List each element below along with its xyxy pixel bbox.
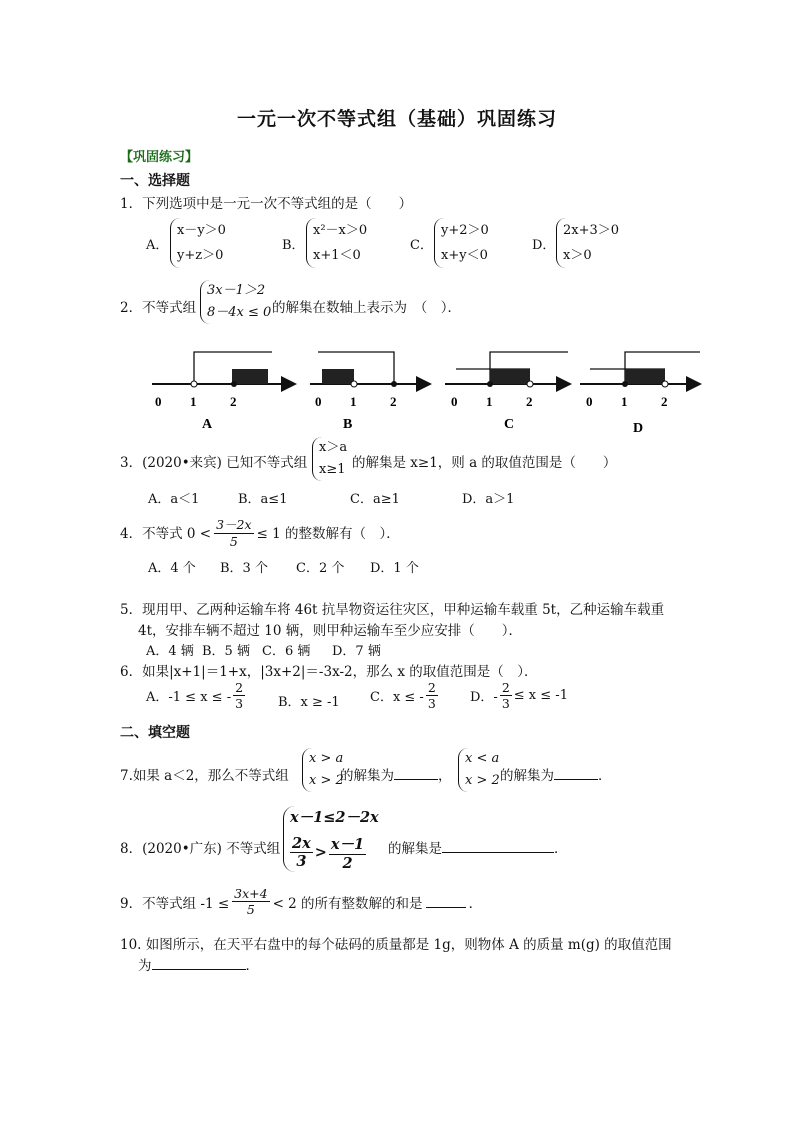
q9-num: 3x+4 (234, 886, 268, 901)
a-tick-1: 1 (190, 394, 197, 409)
d-tick-1: 1 (621, 394, 628, 409)
q8-line2: $\frac{2x}{3}$ > $\frac{x-1}{2}$ (292, 835, 365, 872)
q1-c-line1: y+2＞0 (441, 223, 489, 238)
q8-frac1-num: 2x (292, 835, 311, 852)
q2-line1: 3x－1＞2 (207, 283, 266, 298)
q1-option-c-label: C． (410, 238, 433, 253)
q1-option-c-system (434, 218, 489, 268)
q5-option-d: D．7 辆 (332, 644, 381, 659)
q7-system-2 (458, 748, 500, 792)
q3-option-d: D．a＞1 (462, 492, 515, 507)
q4-pre: 4．不等式 0 < (120, 526, 212, 542)
c-tick-2: 2 (526, 394, 533, 409)
q1-option-d-label: D． (532, 238, 556, 253)
section-tag: 【巩固练习】 (120, 150, 199, 165)
number-line-b (310, 352, 430, 432)
q1-a-line1: x－y＞0 (177, 223, 226, 238)
q3-option-b: B．a≤1 (238, 492, 288, 507)
label-a: A (202, 417, 213, 432)
d-tick-0: 0 (586, 394, 593, 409)
q9-blank[interactable] (426, 896, 466, 908)
q6-d-fraction (500, 680, 512, 711)
page-title: 一元一次不等式组（基础）巩固练习 (236, 108, 557, 130)
q6-c-fraction (426, 680, 438, 711)
q8-frac2 (329, 833, 366, 872)
q3-stem-pre: 3．(2020•来宾) 已知不等式组 (120, 455, 308, 471)
q7-s2-line2: x > 2 (465, 773, 500, 788)
b-tick-1: 1 (350, 394, 357, 409)
q9-pre: 9．不等式组 -1 ≤ (120, 895, 230, 912)
q8-post-text: 的解集是 (388, 841, 442, 857)
q1-option-a-system (170, 218, 226, 268)
q6-option-b: B．x ≥ -1 (278, 695, 340, 710)
q6-option-c (370, 680, 438, 711)
q6-option-d (470, 680, 568, 711)
label-d: D (633, 421, 644, 436)
q5-option-c: C．6 辆 (262, 644, 311, 659)
q8-pre: 8．(2020•广东) 不等式组 (120, 841, 281, 857)
q1-b-line2: x+1＜0 (313, 248, 361, 263)
q7-system-1 (302, 748, 344, 792)
section-fill-heading: 二、填空题 (120, 725, 190, 741)
q6-c-text: C．x ≤ - (370, 690, 424, 705)
q1-a-line2: y+z＞0 (177, 248, 224, 263)
q4-option-b: B．3 个 (220, 561, 268, 576)
q2-number-lines (140, 340, 705, 440)
q6-c-num: 2 (427, 680, 436, 695)
q6-stem: 6．如果|x+1|＝1+x，|3x+2|＝-3x-2，那么 x 的取值范围是（ ）． (120, 664, 538, 680)
q5-line1: 5．现用甲、乙两种运输车将 46t 抗旱物资运往灾区，甲种运输车载重 5t，乙种运输车载重 (120, 602, 665, 618)
q9-post: < 2 的所有整数解的和是 (272, 895, 423, 912)
q7-s2-line1: x < a (465, 751, 500, 766)
q4-stem (120, 515, 400, 549)
d-tick-2: 2 (661, 394, 668, 409)
q8-frac2-den: 2 (342, 855, 353, 872)
q10-blank[interactable] (152, 958, 246, 970)
q4-option-d: D．1 个 (370, 561, 419, 576)
q7-blank-2[interactable] (554, 768, 598, 780)
q6-d-num: 2 (501, 680, 510, 695)
q3-line2: x≥1 (319, 462, 346, 477)
q6-a-fraction (233, 680, 245, 711)
c-tick-1: 1 (486, 394, 493, 409)
section-choice-heading: 一、选择题 (120, 173, 190, 189)
q3-line1: x＞a (319, 440, 348, 455)
q7-blank-1[interactable] (394, 768, 438, 780)
q8-frac1 (290, 835, 313, 870)
q7-mid-text: 的解集为 (340, 768, 394, 784)
q10-line2: 为 ． (138, 958, 259, 974)
q3-system (312, 437, 347, 481)
q7-post: 的解集为 ． (500, 768, 612, 784)
number-line-d (580, 352, 700, 436)
q6-c-den: 3 (427, 696, 436, 711)
q2-stem-pre: 2．不等式组 (120, 300, 197, 316)
q8-blank[interactable] (442, 841, 554, 853)
q4-fraction (214, 515, 253, 549)
c-tick-0: 0 (451, 394, 458, 409)
q8-line1: x－1≤2－2x (290, 809, 379, 826)
q3-option-a: A．a＜1 (148, 492, 200, 507)
q9-fraction (232, 886, 269, 917)
q2-stem-post: 的解集在数轴上表示为 （ ）． (272, 300, 461, 316)
a-tick-0: 0 (155, 394, 162, 409)
q4-num: 3－2x (216, 517, 252, 532)
q3-option-c: C．a≥1 (350, 492, 400, 507)
q6-d-den: 3 (501, 696, 510, 711)
q6-option-a (146, 680, 245, 711)
q7-pre: 7.如果 a＜2，那么不等式组 (120, 768, 289, 784)
q8-system (283, 806, 379, 872)
q1-c-line2: x+y＜0 (441, 248, 488, 263)
q1-option-a-label: A． (146, 238, 169, 253)
q5-option-a: A．4 辆 (146, 644, 194, 659)
q9-stem: 9．不等式组 -1 ≤ $\frac{3x+4}{5}$ < 2 的所有整数解的和是 ． (120, 886, 483, 917)
q1-d-line1: 2x+3＞0 (563, 223, 620, 238)
q4-option-c: C．2 个 (296, 561, 345, 576)
q1-option-b-label: B． (282, 238, 305, 253)
q3-stem-post: 的解集是 x≥1，则 a 的取值范围是（ ） (352, 455, 617, 471)
q4-option-a: A．4 个 (148, 561, 196, 576)
q7-post-text: 的解集为 (500, 768, 554, 784)
q7-s1-line2: x > 2 (309, 773, 344, 788)
q1-stem: 1．下列选项中是一元一次不等式组的是（ ） (120, 196, 413, 212)
q1-option-d-system (556, 218, 619, 268)
q6-a-text: A．-1 ≤ x ≤ - (146, 690, 232, 705)
number-line-a (152, 352, 295, 432)
q8-frac1-den: 3 (296, 853, 307, 870)
q5-line2: 4t，安排车辆不超过 10 辆，则甲种运输车至少应安排（ ）． (138, 623, 523, 639)
q7-s1-line1: x > a (309, 751, 344, 766)
q5-option-b: B．5 辆 (202, 644, 250, 659)
q4-post: ≤ 1 的整数解有（ ）． (256, 526, 400, 542)
q9-den: 5 (246, 902, 255, 917)
label-b: B (343, 417, 353, 432)
q1-option-b-system (306, 218, 367, 268)
q6-a-num: 2 (235, 680, 244, 695)
q6-a-den: 3 (235, 696, 244, 711)
q6-d-post: ≤ x ≤ -1 (513, 688, 568, 703)
q10-line2-text: 为 (138, 958, 152, 974)
b-tick-0: 0 (315, 394, 322, 409)
number-line-c (445, 352, 570, 432)
a-tick-2: 2 (230, 394, 237, 409)
q6-d-text: D．- (470, 690, 498, 705)
q4-den: 5 (229, 534, 238, 549)
q8-post: 的解集是 ． (388, 841, 568, 857)
q1-d-line2: x＞0 (563, 248, 592, 263)
q10-line1: 10. 如图所示，在天平右盘中的每个砝码的质量都是 1g，则物体 A 的质量 m(g) 的取值范围 (120, 937, 672, 953)
label-c: C (504, 417, 515, 432)
q1-b-line1: x²－x＞0 (313, 223, 368, 238)
q2-system (200, 280, 271, 324)
b-tick-2: 2 (390, 394, 397, 409)
q2-line2: 8－4x ≤ 0 (207, 305, 272, 320)
q8-frac2-num: x－1 (329, 833, 366, 855)
q7-mid: 的解集为 ， (340, 768, 452, 784)
